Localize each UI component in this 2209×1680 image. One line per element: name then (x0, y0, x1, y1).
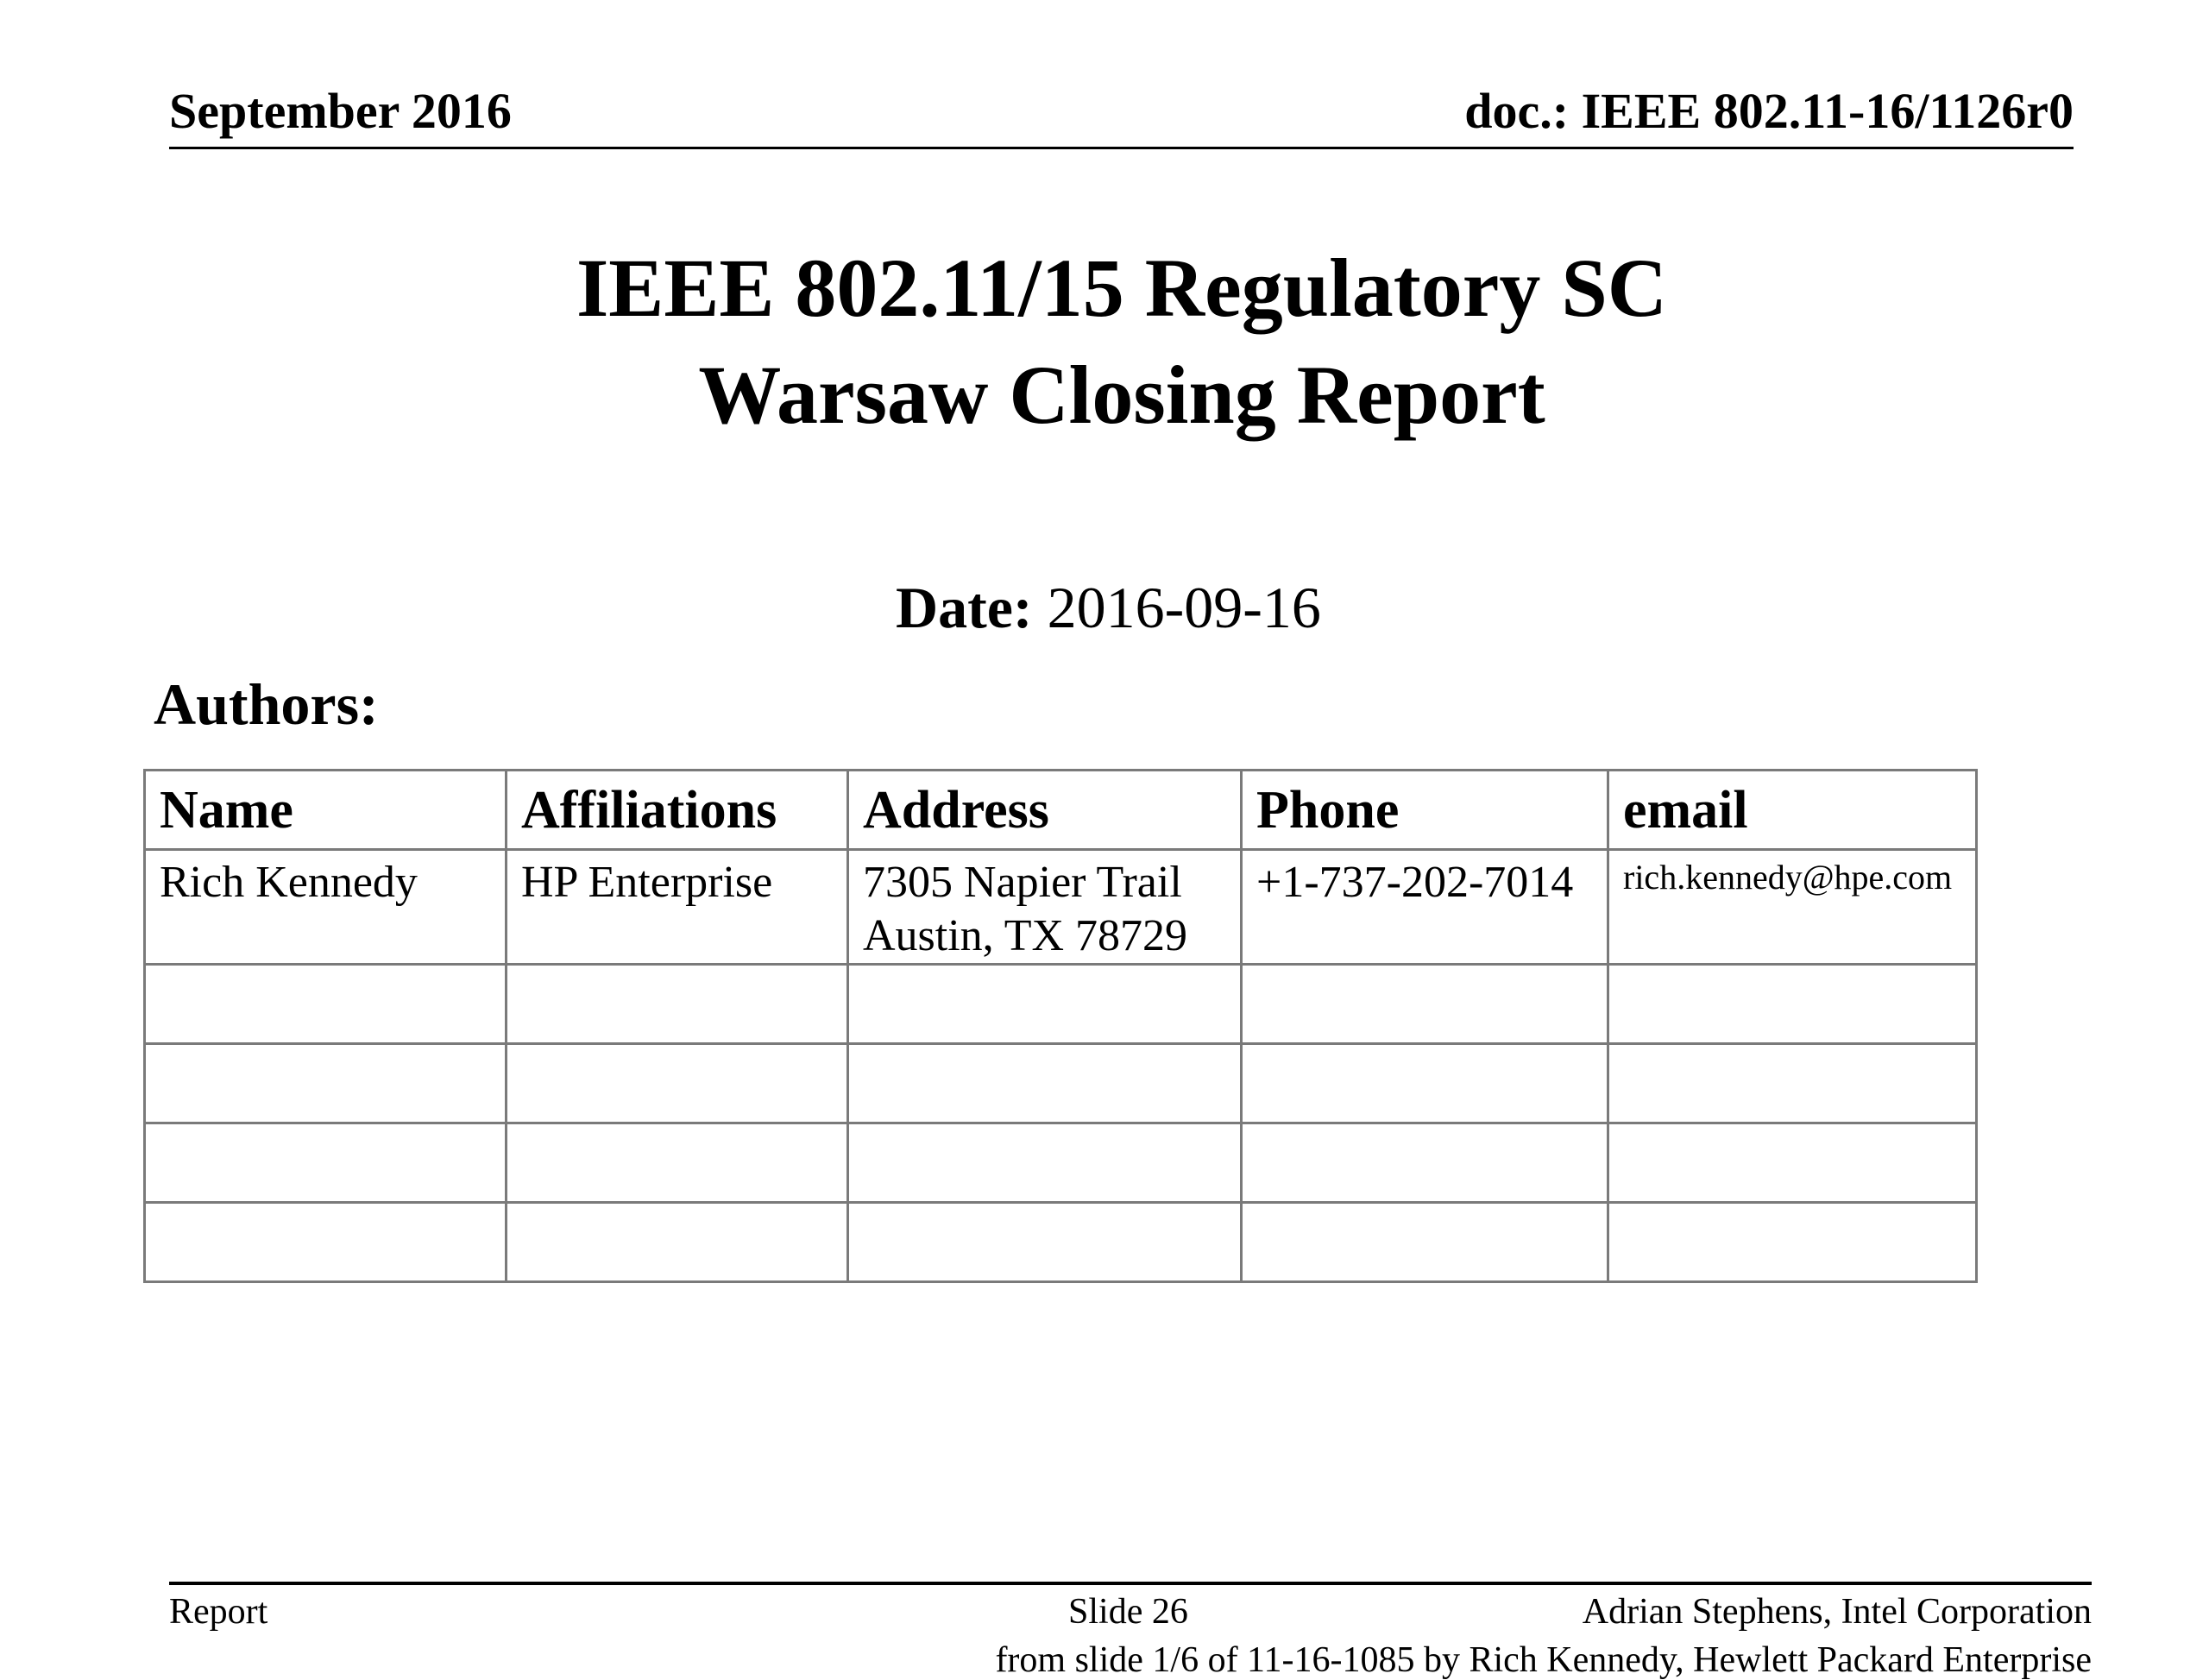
empty-cell (1608, 1203, 1977, 1282)
empty-cell (507, 1123, 848, 1203)
author-address-cell (848, 850, 1242, 965)
address-line-2: Austin, TX 78729 (863, 911, 1188, 960)
empty-cell (848, 1203, 1242, 1282)
table-row-empty (145, 1203, 1977, 1282)
date-line (896, 575, 1321, 640)
author-phone-cell: +1-737-202-7014 (1242, 850, 1608, 965)
empty-cell (1242, 1203, 1608, 1282)
author-name-cell: Rich Kennedy (145, 850, 507, 965)
footer-label: Report (169, 1592, 268, 1632)
header-divider (169, 147, 2074, 149)
title-line-1: IEEE 802.11/15 Regulatory SC (576, 242, 1668, 334)
authors-heading: Authors: (154, 671, 379, 737)
table-row-empty (145, 965, 1977, 1044)
header-date: September 2016 (169, 83, 512, 139)
empty-cell (848, 1044, 1242, 1123)
table-row-empty (145, 1123, 1977, 1203)
address-line-1: 7305 Napier Trail (863, 858, 1182, 907)
empty-cell (1608, 1044, 1977, 1123)
date-value: 2016-09-16 (1047, 575, 1321, 640)
empty-cell (507, 965, 848, 1044)
empty-cell (145, 1203, 507, 1282)
table-row-empty (145, 1044, 1977, 1123)
empty-cell (1242, 1123, 1608, 1203)
footer-divider (169, 1582, 2092, 1585)
footer-slide-number: Slide 26 (1068, 1592, 1188, 1632)
column-header-email: email (1608, 771, 1977, 850)
empty-cell (1242, 1044, 1608, 1123)
author-email-cell: rich.kennedy@hpe.com (1608, 850, 1977, 965)
column-header-address: Address (848, 771, 1242, 850)
table-header-row (145, 771, 1977, 850)
column-header-affiliations: Affiliations (507, 771, 848, 850)
empty-cell (145, 1123, 507, 1203)
empty-cell (145, 965, 507, 1044)
date-label: Date: (896, 575, 1033, 640)
column-header-phone: Phone (1242, 771, 1608, 850)
empty-cell (145, 1044, 507, 1123)
empty-cell (507, 1203, 848, 1282)
footer-author: Adrian Stephens, Intel Corporation (1582, 1592, 2092, 1632)
empty-cell (1608, 1123, 1977, 1203)
empty-cell (507, 1044, 848, 1123)
column-header-name: Name (145, 771, 507, 850)
empty-cell (848, 1123, 1242, 1203)
footer-source-note: from slide 1/6 of 11-16-1085 by Rich Kennedy, Hewlett Packard Enterprise (995, 1640, 2092, 1680)
empty-cell (848, 965, 1242, 1044)
header-doc-id: doc.: IEEE 802.11-16/1126r0 (1464, 83, 2074, 139)
authors-table (143, 769, 1978, 1283)
table-row (145, 850, 1977, 965)
empty-cell (1608, 965, 1977, 1044)
author-affiliation-cell: HP Enterprise (507, 850, 848, 965)
slide-title (0, 235, 2209, 449)
empty-cell (1242, 965, 1608, 1044)
title-line-2: Warsaw Closing Report (698, 349, 1545, 441)
